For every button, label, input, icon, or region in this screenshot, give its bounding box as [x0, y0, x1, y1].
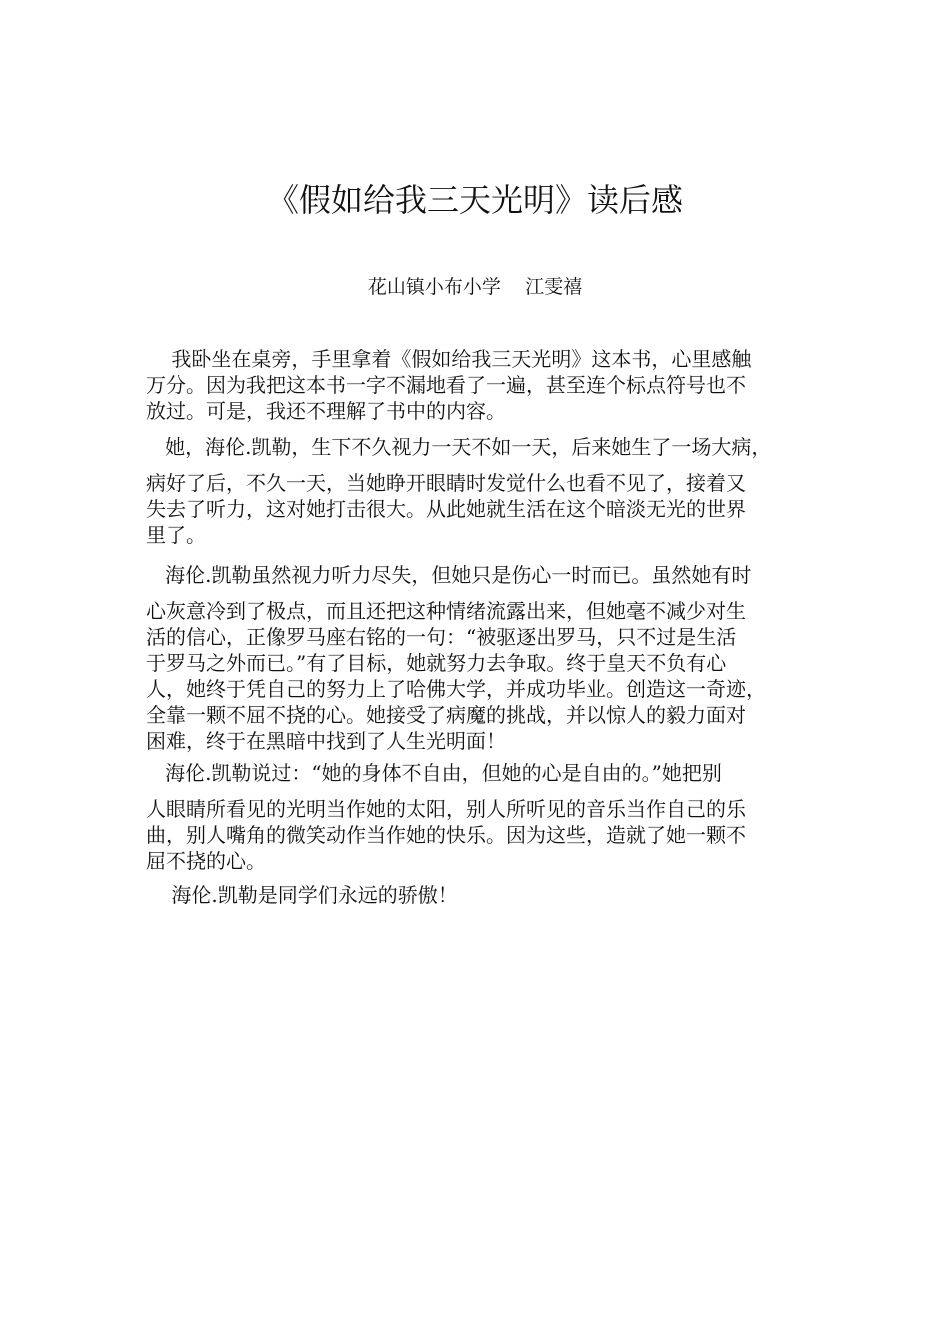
document-title: 《假如给我三天光明》读后感: [266, 181, 683, 219]
paragraph-line: 全靠一颗不屈不挠的心。她接受了病魔的挑战，并以惊人的毅力面对: [146, 703, 746, 727]
paragraph-line: 于罗马之外而已。”有了目标，她就努力去争取。终于皇天不负有心: [146, 651, 727, 675]
paragraph-5: [146, 882, 814, 908]
paragraph-1: [146, 346, 814, 424]
paragraph-line: 失去了听力，这对她打击很大。从此她就生活在这个暗淡无光的世界: [146, 497, 746, 521]
paragraph-line: 海伦.凯勒虽然视力听力尽失，但她只是伤心一时而已。虽然她有时: [146, 563, 752, 587]
author-byline: 花山镇小布小学 江雯禧: [367, 276, 583, 298]
paragraph-line: 病好了后，不久一天，当她睁开眼睛时发觉什么也看不见了，接着又: [146, 471, 746, 495]
paragraph-line: 人，她终于凭自己的努力上了哈佛大学，并成功毕业。创造这一奇迹，: [146, 677, 766, 701]
paragraph-4: [146, 760, 814, 874]
paragraph-line: 放过。可是，我还不理解了书中的内容。: [146, 399, 506, 423]
paragraph-line: 里了。: [146, 523, 206, 547]
paragraph-line: 曲，别人嘴角的微笑动作当作她的快乐。因为这些，造就了她一颗不: [146, 823, 746, 847]
paragraph-line: 我卧坐在桌旁，手里拿着《假如给我三天光明》这本书，心里感触: [146, 347, 752, 371]
paragraph-3: [146, 562, 814, 754]
paragraph-line: 心灰意冷到了极点，而且还把这种情绪流露出来，但她毫不减少对生: [146, 599, 746, 623]
paragraph-line: 人眼睛所看见的光明当作她的太阳，别人所听见的音乐当作自己的乐: [146, 797, 746, 821]
paragraph-line: 海伦.凯勒说过：“她的身体不自由，但她的心是自由的。”她把别: [146, 761, 722, 785]
paragraph-line: 万分。因为我把这本书一字不漏地看了一遍，甚至连个标点符号也不: [146, 373, 746, 397]
paragraph-2: [146, 434, 814, 548]
paragraph-line: 困难，终于在黑暗中找到了人生光明面！: [146, 729, 506, 753]
paragraph-line: 屈不挠的心。: [146, 849, 266, 873]
paragraph-line: 活的信心，正像罗马座右铭的一句：“被驱逐出罗马，只不过是生活: [146, 625, 737, 649]
paragraph-line: 海伦.凯勒是同学们永远的骄傲！: [146, 883, 458, 907]
paragraph-line: 她，海伦.凯勒，生下不久视力一天不如一天，后来她生了一场大病，: [146, 435, 772, 459]
